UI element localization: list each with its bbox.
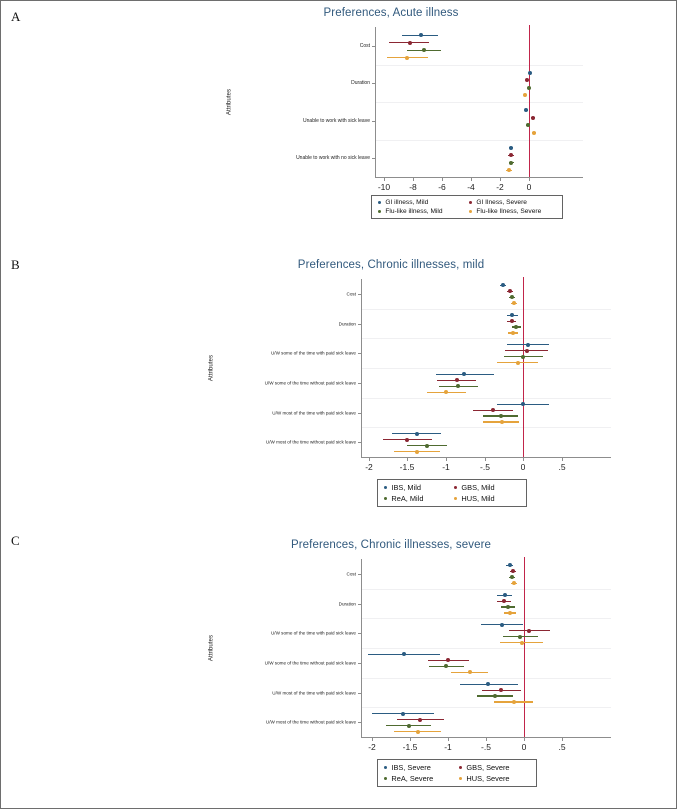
data-point-marker [509,161,513,165]
y-axis-tick [358,693,361,694]
x-axis-tick-label: -.5 [481,742,491,752]
legend-label: GBS, Severe [466,763,510,772]
data-point-marker [512,301,516,305]
x-axis-tick-label: -1 [444,742,452,752]
y-axis-tick [358,722,361,723]
y-axis-line [361,279,362,457]
data-point-marker [408,41,412,45]
data-point-marker [512,700,516,704]
gridline [361,678,611,679]
legend-item[interactable] [467,198,558,207]
x-axis-line [361,457,611,458]
y-axis-title: Attributes [207,634,215,662]
x-axis-tick [529,178,530,181]
legend-marker-icon [384,766,387,769]
zero-reference-line [523,277,524,457]
x-axis-tick [486,738,487,741]
gridline [375,102,583,103]
data-point-marker [502,599,506,603]
x-axis-tick [523,458,524,461]
legend-marker-icon [384,486,387,489]
data-point-marker [405,438,409,442]
x-axis-tick [413,178,414,181]
panel-a [1,1,677,241]
data-point-marker [512,581,516,585]
legend-item[interactable] [376,207,467,216]
chart-legend [371,195,563,219]
y-axis-line [375,27,376,177]
y-axis-tick [358,633,361,634]
data-point-marker [456,384,460,388]
legend-marker-icon [459,766,462,769]
zero-reference-line [524,557,525,737]
data-point-marker [518,635,522,639]
y-axis-category-label: U/W some of the time with paid sick leave [270,350,356,356]
legend-label: ReA, Mild [391,494,424,503]
x-axis-tick-label: -4 [467,182,475,192]
data-point-marker [508,611,512,615]
legend-marker-icon [384,497,387,500]
data-point-marker [402,652,406,656]
data-point-marker [509,146,513,150]
data-point-marker [521,402,525,406]
x-axis-tick [410,738,411,741]
panel-c-letter: C [11,533,20,548]
panel-a-letter: A [11,9,21,24]
legend-marker-icon [384,777,387,780]
data-point-marker [510,313,514,317]
data-point-marker [499,414,503,418]
y-axis-tick [372,46,375,47]
y-axis-category-label: U/W some of the time without paid sick leave [264,660,356,666]
data-point-marker [422,48,426,52]
y-axis-tick [358,604,361,605]
x-axis-tick [384,178,385,181]
x-axis-tick-label: .5 [558,462,566,472]
legend-item[interactable] [457,762,532,773]
data-point-marker [462,372,466,376]
y-axis-category-label: U/W most of the time without paid sick leave [265,439,356,445]
x-axis-tick [369,458,370,461]
y-axis-line [361,559,362,737]
legend-label: HUS, Severe [466,774,510,783]
x-axis-line [375,177,583,178]
chart-title: Preferences, Acute illness [323,7,459,19]
x-axis-tick [407,458,408,461]
data-point-marker [444,390,448,394]
y-axis-category-label: U/W most of the time with paid sick leave [272,690,356,695]
data-point-marker [415,432,419,436]
data-point-marker [503,593,507,597]
gridline [361,648,611,649]
x-axis-tick [448,738,449,741]
legend-label: GI Ilness, Severe [476,199,527,206]
data-point-marker [523,93,527,97]
y-axis-tick [372,158,375,159]
legend-label: IBS, Severe [391,763,431,772]
gridline [375,140,583,141]
plot-c [191,537,591,793]
x-axis-tick-label: -2 [496,182,504,192]
x-axis-tick-label: -8 [409,182,417,192]
data-point-marker [506,605,510,609]
data-point-marker [508,563,512,567]
x-axis-tick-label: .5 [558,742,566,752]
plot-a [191,5,591,237]
legend-marker-icon [378,201,381,204]
x-axis-tick [562,458,563,461]
data-point-marker [425,444,429,448]
data-point-marker [521,355,525,359]
gridline [361,618,611,619]
y-axis-category-label: Unable to work with no sick leave [296,155,370,162]
legend-label: HUS, Mild [461,494,495,503]
gridline [361,338,611,339]
y-axis-category-label: U/W most of the time without paid sick leave [265,719,356,725]
x-axis-tick [500,178,501,181]
legend-marker-icon [459,777,462,780]
x-axis-tick-label: -10 [377,182,391,192]
legend-item[interactable] [382,493,452,504]
data-point-marker [510,295,514,299]
x-axis-tick [485,458,486,461]
legend-label: Flu-like Ilness, Severe [476,208,542,215]
legend-item[interactable] [467,207,558,216]
legend-label: GBS, Mild [461,483,495,492]
y-axis-category-label: Cost [346,291,356,297]
data-point-marker [532,131,536,135]
x-axis-tick-label: -2 [368,742,376,752]
legend-marker-icon [454,497,457,500]
gridline [361,707,611,708]
x-axis-tick [442,178,443,181]
y-axis-tick [358,383,361,384]
x-axis-tick-label: 0 [526,182,532,192]
data-point-marker [468,670,472,674]
legend-item[interactable] [382,773,457,784]
y-axis-tick [372,121,375,122]
data-point-marker [524,108,528,112]
y-axis-category-label: Duration [338,601,356,606]
x-axis-tick [524,738,525,741]
data-point-marker [415,450,419,454]
chart-legend [377,479,527,507]
data-point-marker [419,33,423,37]
data-point-marker [514,325,518,329]
data-point-marker [405,56,409,60]
data-point-marker [455,378,459,382]
legend-label: IBS, Mild [391,483,421,492]
data-point-marker [528,71,532,75]
gridline [361,398,611,399]
data-point-marker [511,331,515,335]
y-axis-category-label: Cost [359,42,370,49]
gridline [361,368,611,369]
legend-item[interactable] [382,482,452,493]
y-axis-tick [372,83,375,84]
data-point-marker [511,569,515,573]
data-point-marker [509,153,513,157]
data-point-marker [525,78,529,82]
y-axis-tick [358,574,361,575]
legend-marker-icon [469,201,472,204]
y-axis-category-label: Duration [338,321,356,326]
y-axis-category-label: U/W some of the time with paid sick leave [270,630,356,636]
x-axis-tick-label: 0 [521,742,527,752]
panel-b [1,249,677,517]
chart-title: Preferences, Chronic illnesses, severe [290,539,492,551]
data-point-marker [500,623,504,627]
y-axis-tick [358,353,361,354]
y-axis-title: Attributes [225,88,233,116]
legend-marker-icon [378,210,381,213]
x-axis-tick-label: 0 [520,462,526,472]
legend-label: Flu-like illness, Mild [385,208,443,215]
x-axis-tick-label: -1.5 [402,742,418,752]
data-point-marker [508,289,512,293]
y-axis-tick [358,324,361,325]
y-axis-tick [358,294,361,295]
y-axis-category-label: U/W most of the time with paid sick leave [272,410,356,415]
zero-reference-line [529,25,530,177]
panel-b-letter: B [11,257,20,272]
y-axis-title: Attributes [207,354,215,382]
legend-item[interactable] [452,493,522,504]
data-point-marker [510,575,514,579]
x-axis-tick [446,458,447,461]
data-point-marker [499,688,503,692]
legend-item[interactable] [376,198,467,207]
data-point-marker [486,682,490,686]
legend-label: GI illness, Mild [385,199,429,206]
x-axis-tick-label: -1 [442,462,450,472]
data-point-marker [516,361,520,365]
gridline [361,427,611,428]
data-point-marker [526,343,530,347]
x-axis-tick [372,738,373,741]
data-point-marker [418,718,422,722]
data-point-marker [501,283,505,287]
data-point-marker [493,694,497,698]
gridline [361,589,611,590]
data-point-marker [531,116,535,120]
legend-item[interactable] [452,482,522,493]
legend-label: ReA, Severe [391,774,434,783]
data-point-marker [507,168,511,172]
data-point-marker [526,123,530,127]
data-point-marker [525,349,529,353]
y-axis-tick [358,663,361,664]
y-axis-category-label: Unable to work with sick leave [303,117,370,124]
panel-c [1,525,677,797]
data-point-marker [444,664,448,668]
y-axis-category-label: U/W some of the time without paid sick leave [264,380,356,386]
y-axis-tick [358,413,361,414]
x-axis-tick-label: -1.5 [399,462,415,472]
x-axis-tick-label: -2 [365,462,373,472]
y-axis-category-label: Cost [346,571,356,577]
x-axis-tick [471,178,472,181]
data-point-marker [407,724,411,728]
legend-item[interactable] [457,773,532,784]
chart-legend [377,759,537,787]
data-point-marker [446,658,450,662]
data-point-marker [520,641,524,645]
legend-marker-icon [469,210,472,213]
x-axis-tick-label: -.5 [480,462,490,472]
legend-marker-icon [454,486,457,489]
y-axis-tick [358,442,361,443]
data-point-marker [491,408,495,412]
x-axis-tick [562,738,563,741]
gridline [361,309,611,310]
gridline [375,65,583,66]
data-point-marker [527,629,531,633]
chart-title: Preferences, Chronic illnesses, mild [297,259,485,271]
data-point-marker [510,319,514,323]
legend-item[interactable] [382,762,457,773]
data-point-marker [401,712,405,716]
data-point-marker [527,86,531,90]
x-axis-tick-label: -6 [438,182,446,192]
plot-b [191,259,591,511]
data-point-marker [416,730,420,734]
data-point-marker [500,420,504,424]
y-axis-category-label: Duration [351,80,370,87]
